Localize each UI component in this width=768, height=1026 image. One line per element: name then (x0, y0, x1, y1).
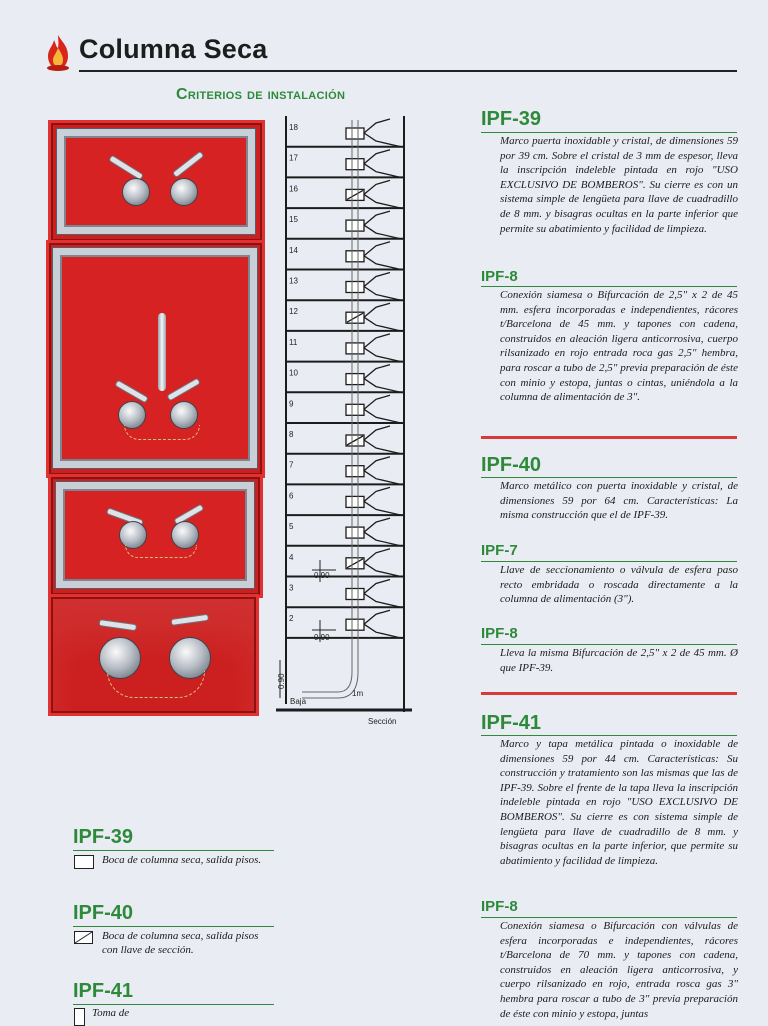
floor-outlet (346, 457, 402, 485)
heading-rule (481, 477, 737, 478)
text-ipf-41: Marco y tapa metálica pintada o inoxidable de dimensiones 59 por 44 cm. Características: Su construcción y tratamiento son las mismas que las de IPF-39. Sobre el frente de la tapa lleva la inscripción indeleble pintada en rojo "USO EXCLUSIVO DE BOMBEROS". Su cierre es con sistema simple de lengüeta para llave de cuadradillo de 8 mm. y bisagras ocultas en la parte inferior, que permite su abatimiento y facilidad de limpieza. (500, 738, 738, 867)
legend-heading-ipf-40: IPF-40 (73, 902, 134, 924)
heading-ipf-41: IPF-41 (481, 712, 542, 734)
cap-chain (124, 425, 200, 440)
floor-number: 2 (289, 614, 294, 624)
text-ipf-8: Conexión siamesa o Bifurcación de 2,5" x 2 de 45 mm. esfera incorporadas e independientes, rácores t/Barcelona de 45 mm. y tapones con cadena, construidos en aleación ligera anticorrosiva, cuerpo rilsanizado en rojo entrada roca gas 2,5" hembra, para roscar a tubo de 2,5" previa preparación de éste con minio y estopa, juntas o cintas, uniéndola a la columna de alimentación de 3". (500, 289, 738, 404)
legend-text-ipf-40: Boca de columna seca, salida pisos con llave de sección. (102, 930, 259, 956)
valve-icon (170, 178, 198, 206)
heading-rule (481, 917, 737, 918)
floor-number: 3 (289, 583, 294, 593)
legend-heading-ipf-41: IPF-41 (73, 980, 134, 1002)
floor-number: 13 (289, 276, 298, 286)
text-ipf-8-second: Lleva la misma Bifurcación de 2,5" x 2 de 45 mm. Ø que IPF-39. (500, 647, 738, 674)
valve-icon (122, 178, 150, 206)
floor-outlet (346, 549, 402, 577)
valve-handle (114, 379, 149, 403)
floor-outlet (346, 150, 402, 178)
section-divider (481, 436, 737, 439)
floor-number: 18 (289, 123, 298, 132)
cabinet-ipf-39-lower (48, 474, 263, 598)
text-ipf-40: Marco metálico con puerta inoxidable y cristal, de dimensiones 59 por 64 cm. Características: La misma construcción que el de IPF-39. (500, 480, 738, 522)
section-divider (481, 692, 737, 695)
label-baja: Baja (290, 697, 307, 706)
legend-rule (73, 850, 274, 851)
cabinet-ipf-41 (48, 594, 259, 716)
label-seccion: Sección (368, 717, 397, 726)
heading-rule (481, 644, 737, 645)
cabinet-frame (57, 129, 255, 234)
text-ipf-39: Marco puerta inoxidable y cristal, de dimensiones 59 por 39 cm. Sobre el cristal de 3 mm de espesor, lleva la inscripción indeleble pintada en rojo "USO EXCLUSIVO DE BOMBEROS". Su cierre es con un sistema simple de lengüeta para llave de cuadradillo de 8 mm. y bisagras ocultas en la parte inferior que permite su abatimiento y facilidad de limpieza. (500, 135, 738, 235)
floor-outlet (346, 610, 402, 638)
heading-rule (481, 286, 737, 287)
floor-outlet (346, 580, 402, 608)
legend-text-ipf-41: Toma de (92, 1007, 130, 1019)
floor-number: 12 (289, 307, 298, 317)
legend-rule (73, 1004, 274, 1005)
cabinet-frame (53, 248, 257, 468)
floor-number: 14 (289, 245, 298, 255)
floor-number: 9 (289, 399, 294, 409)
floor-outlet (346, 395, 402, 423)
section-valve-stem (158, 313, 166, 391)
floor-outlet (346, 303, 402, 331)
cabinet-ipf-40 (46, 240, 265, 478)
dim-lower-label: 0.90 (314, 633, 330, 642)
floor-outlet (346, 119, 402, 147)
cap-chain (125, 545, 197, 558)
floor-number: 15 (289, 215, 298, 225)
floor-outlet (346, 334, 402, 362)
floor-number: 8 (289, 430, 294, 439)
heading-rule (481, 132, 737, 133)
heading-ipf-39: IPF-39 (481, 108, 542, 130)
legend-rule (73, 926, 274, 927)
riser-diagram (272, 112, 418, 728)
inlet-symbol-icon (74, 1008, 85, 1026)
label-1m: 1m (352, 689, 364, 698)
valve-handle (108, 155, 144, 181)
heading-ipf-8-third: IPF-8 (481, 898, 518, 915)
valve-handle (166, 377, 201, 401)
floor-number: 4 (289, 552, 294, 562)
floor-number: 10 (289, 368, 298, 378)
heading-rule (481, 561, 737, 562)
heading-rule (481, 735, 737, 736)
valve-handle (99, 619, 138, 631)
text-ipf-7: Llave de seccionamiento o válvula de esfera paso recto embridada o roscada directamente a la columna de alimentación (3"). (500, 564, 738, 606)
heading-ipf-7: IPF-7 (481, 542, 518, 559)
text-ipf-8-third: Conexión siamesa o Bifurcación con válvulas de esfera incorporadas e independientes, rácores t/Barcelona de 70 mm. y tapones con cadena, construidos en aleación ligera anticorrosiva, y cuerpo rilsanizado en rojo, entrada rosca gas 3" hembra para roscar a tubo de 3" previa preparación de éste con minio y estopa, juntas (500, 920, 738, 1020)
dim-side-label: 0.90 (277, 673, 286, 689)
floor-outlet (346, 242, 402, 270)
heading-ipf-40: IPF-40 (481, 454, 542, 476)
floor-number: 5 (289, 522, 294, 532)
floor-number: 17 (289, 153, 298, 163)
floor-number: 11 (289, 337, 298, 347)
valve-handle (171, 614, 210, 626)
outlet-symbol-icon (74, 855, 94, 869)
legend-heading-ipf-39: IPF-39 (73, 826, 134, 848)
section-heading: Criterios de instalación (176, 86, 346, 103)
floor-number: 16 (289, 184, 298, 194)
cap-chain (107, 671, 205, 698)
outlet-with-valve-symbol-icon (74, 931, 94, 945)
floor-outlet (346, 273, 402, 301)
dim-upper-label: 0.90 (314, 571, 330, 580)
floor-number: 7 (289, 460, 294, 470)
legend-text-ipf-39: Boca de columna seca, salida pisos. (102, 854, 262, 866)
floor-outlet (346, 487, 402, 515)
floor-outlet (346, 518, 402, 546)
floor-outlet (346, 365, 402, 393)
heading-ipf-8-second: IPF-8 (481, 625, 518, 642)
floor-outlet (346, 180, 402, 208)
cabinet-ipf-39 (48, 120, 265, 244)
valve-handle (172, 151, 205, 179)
flame-logo-icon (44, 34, 72, 72)
floor-outlet (346, 426, 402, 454)
heading-ipf-8: IPF-8 (481, 268, 518, 285)
floor-number: 6 (289, 491, 294, 501)
page-title: Columna Seca (79, 34, 268, 64)
header-divider (79, 70, 737, 72)
floor-outlet (346, 211, 402, 239)
cabinet-frame (56, 482, 254, 588)
